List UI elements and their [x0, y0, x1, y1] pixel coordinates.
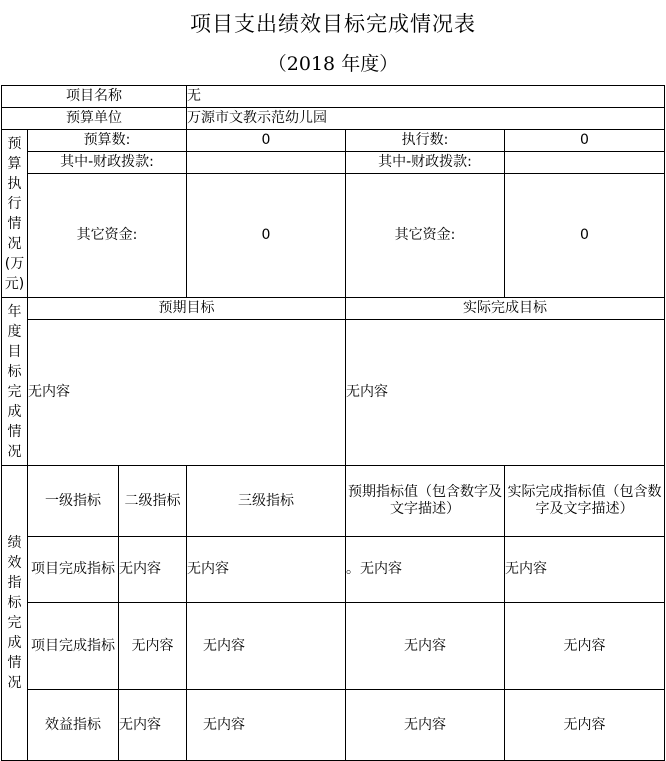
budget-value: 0: [187, 130, 346, 152]
indicator-actual: 无内容: [505, 690, 665, 761]
actual-target-header: 实际完成目标: [346, 298, 665, 320]
performance-section-label: 绩效指标完成情况: [2, 466, 28, 761]
indicator-expected: 。无内容: [346, 537, 505, 603]
indicator-row: [2, 537, 665, 603]
budget-unit-label: 预算单位: [2, 108, 187, 130]
indicator-actual: 无内容: [505, 537, 665, 603]
fiscal-value-left: [187, 152, 346, 174]
indicator-header-row: [2, 466, 665, 537]
actual-indicator-header: 实际完成指标值（包含数字及文字描述）: [505, 466, 665, 537]
expected-target-header: 预期目标: [28, 298, 346, 320]
exec-value: 0: [505, 130, 665, 152]
project-name-value: 无: [187, 86, 665, 108]
other-value-right: 0: [505, 174, 665, 298]
annual-header-row: [2, 298, 665, 320]
budget-unit-row: [2, 108, 665, 130]
fiscal-value-right: [505, 152, 665, 174]
level2-header: 二级指标: [119, 466, 187, 537]
annual-section-label: 年度目标完成情况: [2, 298, 28, 466]
indicator-row: [2, 603, 665, 690]
indicator-expected: 无内容: [346, 603, 505, 690]
indicator-level3: 无内容: [187, 537, 346, 603]
indicator-level1: 项目完成指标: [28, 603, 119, 690]
indicator-level1: 效益指标: [28, 690, 119, 761]
indicator-actual: 无内容: [505, 603, 665, 690]
indicator-expected: 无内容: [346, 690, 505, 761]
indicator-row: [2, 690, 665, 761]
indicator-level3: 无内容: [187, 603, 346, 690]
other-label-left: 其它资金:: [28, 174, 187, 298]
indicator-level2: 无内容: [119, 690, 187, 761]
performance-table: [1, 85, 665, 761]
level1-header: 一级指标: [28, 466, 119, 537]
page-title: 项目支出绩效目标完成情况表: [190, 12, 476, 36]
indicator-level2: 无内容: [119, 603, 187, 690]
level3-header: 三级指标: [187, 466, 346, 537]
report-year: （2018 年度）: [267, 53, 399, 75]
project-name-row: [2, 86, 665, 108]
project-name-label: 项目名称: [2, 86, 187, 108]
indicator-level1: 项目完成指标: [28, 537, 119, 603]
actual-target-value: 无内容: [346, 320, 665, 466]
other-funds-row: [2, 174, 665, 298]
expected-target-value: 无内容: [28, 320, 346, 466]
annual-content-row: [2, 320, 665, 466]
budget-label: 预算数:: [28, 130, 187, 152]
fiscal-row: [2, 152, 665, 174]
budget-row: [2, 130, 665, 152]
budget-section-label: 预算执行情况(万元): [2, 130, 28, 298]
budget-unit-value: 万源市文教示范幼儿园: [187, 108, 665, 130]
other-value-left: 0: [187, 174, 346, 298]
indicator-level2: 无内容: [119, 537, 187, 603]
fiscal-label-left: 其中-财政拨款:: [28, 152, 187, 174]
indicator-level3: 无内容: [187, 690, 346, 761]
exec-label: 执行数:: [346, 130, 505, 152]
other-label-right: 其它资金:: [346, 174, 505, 298]
fiscal-label-right: 其中-财政拨款:: [346, 152, 505, 174]
expected-indicator-header: 预期指标值（包含数字及文字描述）: [346, 466, 505, 537]
